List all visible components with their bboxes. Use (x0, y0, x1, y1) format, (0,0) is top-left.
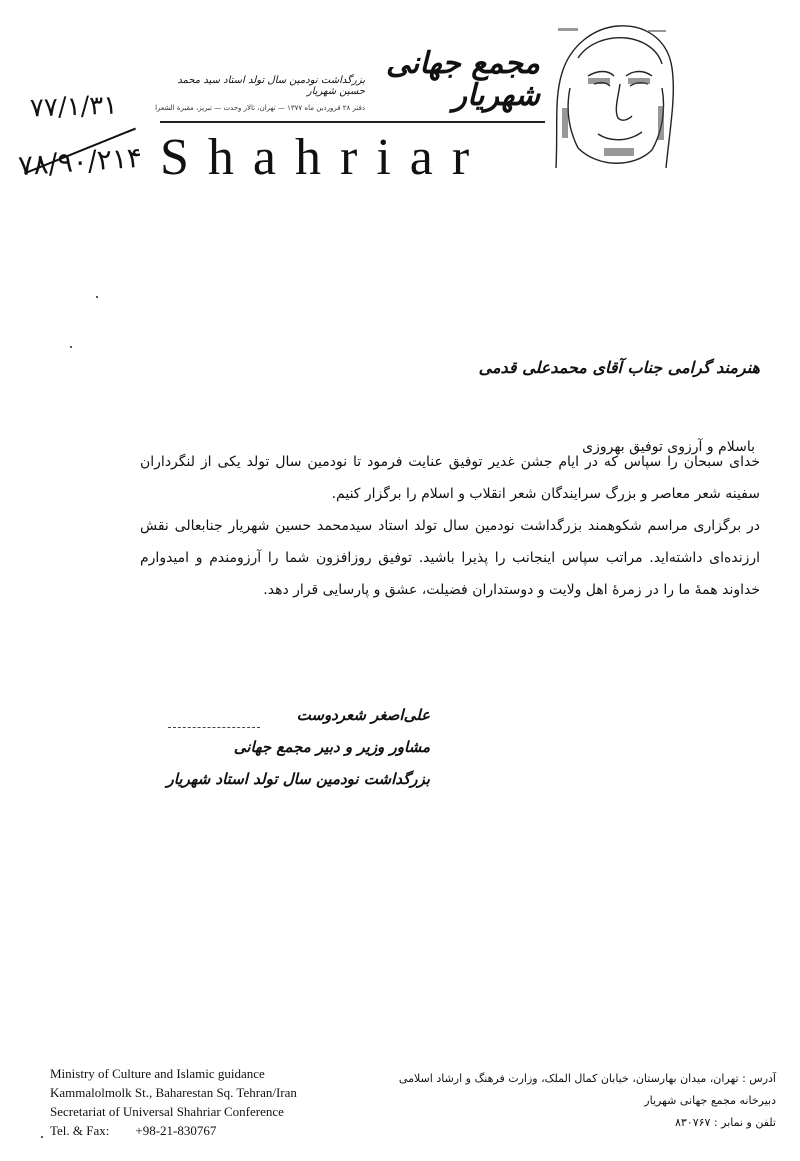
letter-paragraph-2: در برگزاری مراسم شکوهمند بزرگداشت نودمین سال تولد استاد سیدمحمد حسین شهریار جنابعالی نقش ارزنده‌ای داشته‌اید. مراتب سپاس اینجانب را پذیرا باشید. توفیق روزافزون شما را آرزومندم و امیدوارم خداوند همهٔ ما را در زمرهٔ اهل ولایت و دوستداران فضیلت، عشق و پارسایی قرار دهد. (140, 518, 760, 598)
footer-en-line-3: Secretariat of Universal Shahriar Conference (50, 1104, 284, 1119)
footer-fa-phone: تلفن و نمابر : ۸۳۰۷۶۷ (674, 1116, 776, 1129)
letter-paragraph-1: خدای سبحان را سپاس که در ایام جشن غدیر توفیق عنایت فرمود تا نودمین سال تولد یکی از لنگرداران سفینه شعر معاصر و بزرگ سرایندگان شعر انقلاب و اسلام را برگزار کنیم. (140, 454, 760, 502)
footer-en-line-2: Kammalolmolk St., Baharestan Sq. Tehran/Iran (50, 1085, 297, 1100)
footer-fa-secretariat: دبیرخانه مجمع جهانی شهریار (644, 1094, 776, 1107)
greeting: باسلام و آرزوی توفیق بهروزی (582, 439, 755, 455)
header-subtitle: بزرگداشت نودمین سال تولد استاد سید محمد حسین شهریار (177, 75, 365, 97)
poet-portrait-image (548, 18, 676, 176)
signature-title-1: مشاور وزیر و دبیر مجمع جهانی (233, 738, 430, 756)
persian-logo: مجمع جهانی شهریار (385, 46, 540, 113)
handwritten-date-bottom: ۷۸/۹۰/۲۱۴ (17, 140, 144, 183)
scan-speck (96, 296, 98, 298)
header-small-line: دفتر ۲۸ فروردین ماه ۱۳۷۷ — تهران، تالار وحدت — تبریز، مقبرة الشعرا (155, 104, 365, 112)
handwritten-date-top: ۷۷/۱/۳۱ (29, 90, 118, 124)
footer-en-tel (50, 1121, 297, 1140)
signature-name: علی‌اصغر شعردوست (296, 706, 430, 724)
signature-title-2: بزرگداشت نودمین سال تولد استاد شهریار (166, 770, 430, 788)
footer-fa-address: آدرس : تهران، میدان بهارستان، خیابان کمال الملک، وزارت فرهنگ و ارشاد اسلامی (398, 1072, 776, 1085)
salutation: هنرمند گرامی جناب آقای محمدعلی قدمی (478, 358, 760, 377)
footer-persian (400, 1068, 776, 1134)
footer-en-line-1: Ministry of Culture and Islamic guidance (50, 1066, 265, 1081)
scan-speck (70, 346, 72, 348)
header-rule (160, 121, 545, 123)
shahriar-wordmark: Shahriar (160, 129, 489, 186)
signature-underline (168, 727, 260, 728)
tel-label: Tel. & Fax: (50, 1123, 110, 1138)
scan-speck (41, 1136, 43, 1138)
footer-english (50, 1064, 297, 1140)
tel-value: +98-21-830767 (135, 1123, 217, 1138)
